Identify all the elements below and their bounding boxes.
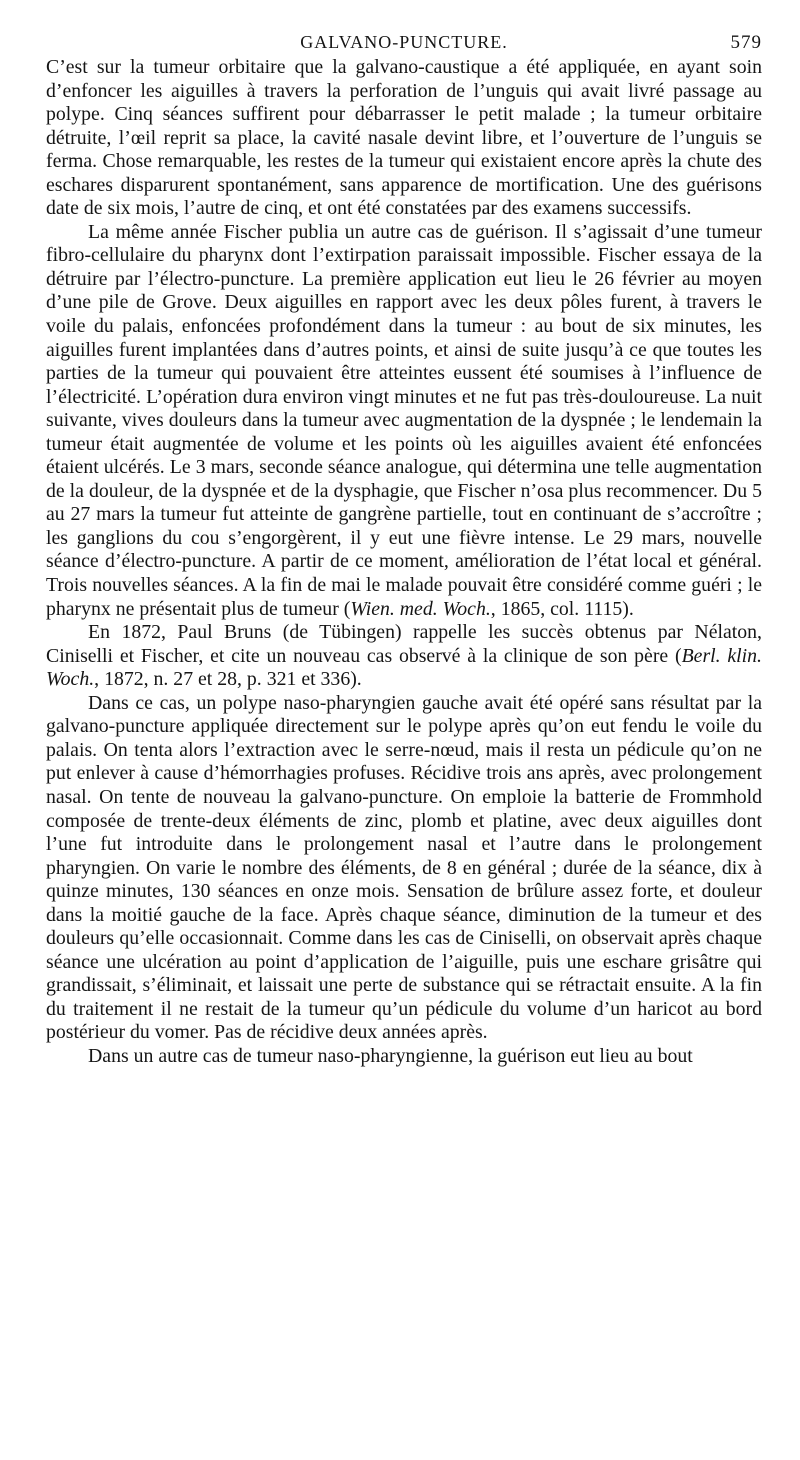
- running-header: [46, 26, 762, 56]
- paragraph-text: Dans un autre cas de tumeur naso-pharyngienne, la guérison eut lieu au bout: [88, 1044, 693, 1067]
- citation-journal: Wien. med. Woch.: [350, 597, 491, 620]
- page-number: 579: [730, 32, 762, 53]
- citation-journal: Berl. klin. Woch.: [46, 644, 762, 691]
- paragraph-text: La même année Fischer publia un autre cas de guérison. Il s’agissait d’une tumeur fibro-cellulaire du pharynx dont l’extirpation paraissait impossible. Fischer essaya de la détruire par l’électro-puncture. La première application eut lieu le 26 février au moyen d’une pile de Grove. Deux aiguilles en rapport avec les deux pôles furent, à travers le voile du palais, enfoncées profondément dans la tumeur : au bout de six minutes, les aiguilles furent implantées dans d’autres points, et ainsi de suite jusqu’à ce que toutes les parties de la tumeur qui pouvaient être atteintes eussent été soumises à l’influence de l’électricité. L’opération dura environ vingt minutes et ne fut pas très-douloureuse. La nuit suivante, vives douleurs dans la tumeur avec augmentation de la dyspnée ; le lendemain la tumeur était augmentée de volume et les points où les aiguilles avaient été enfoncées étaient ulcérés. Le 3 mars, seconde séance analogue, qui détermina une telle augmentation de la douleur, de la dyspnée et de la dysphagie, que Fischer n’osa plus recommencer. Du 5 au 27 mars la tumeur fut atteinte de gangrène partielle, tout en continuant de s’accroître ; les ganglions du cou s’engorgèrent, il y eut une fièvre intense. Le 29 mars, nouvelle séance d’électro-puncture. A partir de ce moment, amélioration de l’état local et général. Trois nouvelles séances. A la fin de mai le malade pouvait être considéré comme guéri ; le pharynx ne présentait plus de tumeur (: [46, 220, 762, 620]
- body-text: [46, 56, 762, 1069]
- paragraph-naso-pharyngeal-polyp: [46, 692, 762, 1045]
- paragraph-text: Dans ce cas, un polype naso-pharyngien gauche avait été opéré sans résultat par la galvano-puncture appliquée directement sur le polype après qu’on eut fendu le voile du palais. On tenta alors l’extraction avec le serre-nœud, mais il resta un pédicule qu’on ne put enlever à cause d’hémorrhagies profuses. Récidive trois ans après, avec prolongement nasal. On tente de nouveau la galvano-puncture. On emploie la batterie de Frommhold composée de trente-deux éléments de zinc, plomb et platine, avec deux aiguilles dont l’une fut introduite dans le prolongement nasal et l’autre dans le prolongement pharyngien. On varie le nombre des éléments, de 8 en général ; durée de la séance, dix à quinze minutes, 130 séances en onze mois. Sensation de brûlure assez forte, et douleur dans la moitié gauche de la face. Après chaque séance, diminution de la tumeur et des douleurs qu’elle occasionnait. Comme dans les cas de Ciniselli, on observait après chaque séance une ulcération au point d’application de l’aiguille, puis une eschare grisâtre qui grandissait, s’éliminait, et laissait une perte de substance qui se rétractait ensuite. A la fin du traitement il ne restait de la tumeur qu’un pédicule du volume d’un haricot au bord postérieur du vomer. Pas de récidive deux années après.: [46, 691, 762, 1044]
- paragraph-text: En 1872, Paul Bruns (de Tübingen) rappelle les succès obtenus par Nélaton, Ciniselli et Fischer, et cite un nouveau cas observé à la clinique de son père (: [46, 621, 762, 667]
- running-title: GALVANO-PUNCTURE.: [300, 32, 508, 52]
- paragraph-text: C’est sur la tumeur orbitaire que la galvano-caustique a été appliquée, en ayant soin d’enfoncer les aiguilles à travers la perforation de l’unguis qui avait livré passage au polype. Cinq séances suffirent pour débarrasser le petit malade ; la tumeur orbitaire détruite, l’œil reprit sa place, la cavité nasale devint libre, et l’ouverture de l’unguis se ferma. Chose remarquable, les restes de la tumeur qui existaient encore après la chute des eschares disparurent spontanément, sans apparence de mortification. Une des guérisons date de six mois, l’autre de cinq, et ont été constatées par des examens successifs.: [46, 56, 762, 220]
- paragraph-bruns: [46, 621, 762, 692]
- paragraph-orbital-tumor: [46, 56, 762, 221]
- book-page: [46, 26, 762, 1069]
- paragraph-fischer-case: [46, 221, 762, 621]
- paragraph-other-case: [46, 1045, 762, 1069]
- citation-details: , 1872, n. 27 et 28, p. 321 et 336).: [94, 668, 362, 691]
- citation-details: , 1865, col. 1115).: [490, 597, 634, 620]
